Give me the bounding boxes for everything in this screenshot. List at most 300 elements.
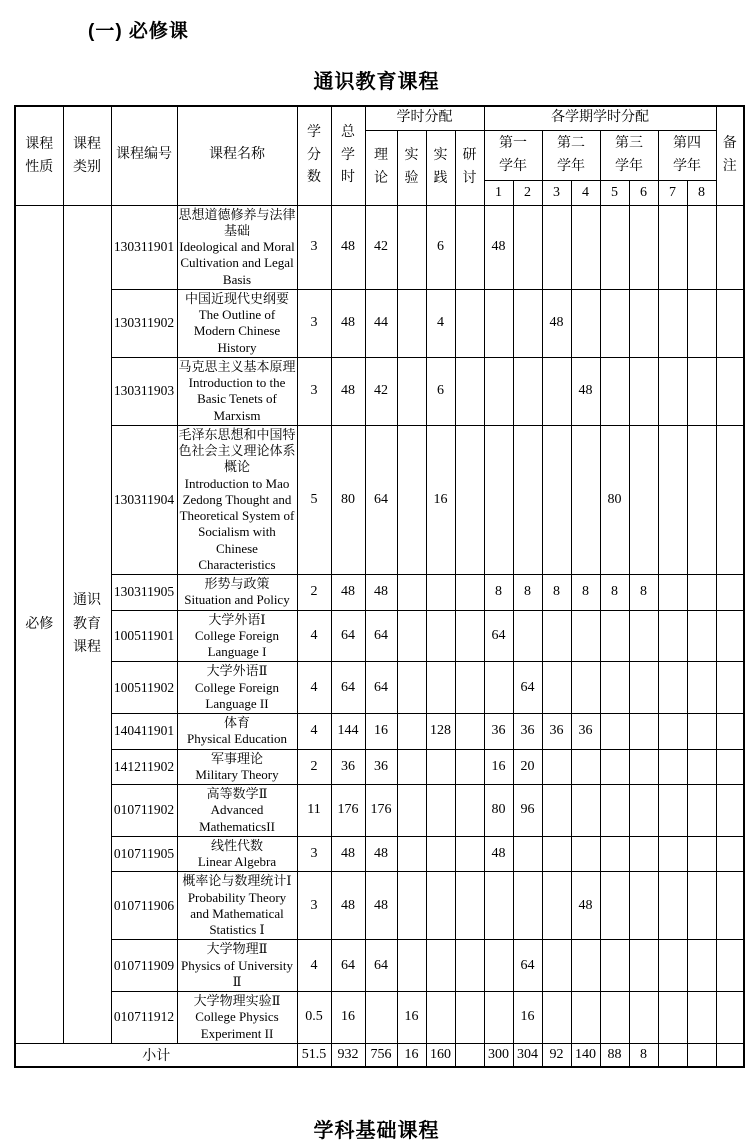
total-cell: 36 (331, 749, 365, 785)
course-name-en: Physics of University Ⅱ (181, 957, 293, 989)
semester-4-hours-cell (571, 289, 600, 357)
experiment-cell (397, 836, 426, 872)
course-name-cell (177, 575, 297, 611)
course-code-cell: 010711909 (111, 940, 177, 992)
remark-cell (716, 357, 744, 425)
header-seminar (455, 130, 484, 205)
subtotal-semester-8-cell (687, 1043, 716, 1067)
theory-cell: 64 (365, 940, 397, 992)
theory-cell: 16 (365, 714, 397, 750)
remark-cell (716, 836, 744, 872)
course-name-cell (177, 836, 297, 872)
course-name-cn: 马克思主义基本原理 (178, 358, 296, 374)
course-code-cell: 141211902 (111, 749, 177, 785)
semester-4-hours-cell (571, 205, 600, 289)
semester-6-hours-cell (629, 610, 658, 662)
remark-cell (716, 749, 744, 785)
header-course-nature (15, 106, 63, 205)
semester-2-hours-cell (513, 357, 542, 425)
semester-2-hours-cell: 36 (513, 714, 542, 750)
course-row (15, 205, 744, 289)
header-year-2-label: 第二学年 (557, 135, 585, 174)
semester-3-hours-cell (542, 749, 571, 785)
semester-2-hours-cell (513, 289, 542, 357)
course-row (15, 289, 744, 357)
credits-cell: 3 (297, 357, 331, 425)
semester-2-hours-cell: 96 (513, 785, 542, 837)
semester-8-hours-cell (687, 425, 716, 574)
credits-cell: 2 (297, 575, 331, 611)
semester-8-hours-cell (687, 289, 716, 357)
practice-cell (426, 940, 455, 992)
header-hours-allocation: 学时分配 (365, 106, 484, 130)
course-name-cell (177, 940, 297, 992)
total-cell: 144 (331, 714, 365, 750)
course-name-cn: 大学物理实验Ⅱ (193, 993, 281, 1008)
subtotal-semester-3-cell: 92 (542, 1043, 571, 1067)
semester-6-hours-cell (629, 662, 658, 714)
semester-5-hours-cell (600, 662, 629, 714)
course-category-label: 通识教育课程 (73, 593, 101, 655)
course-code-cell: 130311903 (111, 357, 177, 425)
semester-2-hours-cell (513, 425, 542, 574)
subtotal-semester-7-cell (658, 1043, 687, 1067)
course-row (15, 610, 744, 662)
subtotal-label-cell: 小计 (15, 1043, 297, 1067)
course-name-en: Situation and Policy (184, 592, 290, 608)
course-code-cell: 130311904 (111, 425, 177, 574)
header-semester-1: 1 (484, 180, 513, 205)
semester-7-hours-cell (658, 872, 687, 940)
seminar-cell (455, 940, 484, 992)
credits-cell: 0.5 (297, 992, 331, 1044)
theory-cell: 64 (365, 662, 397, 714)
course-name-cell (177, 714, 297, 750)
course-name-cn: 高等数学Ⅱ (206, 786, 268, 801)
semester-4-hours-cell (571, 425, 600, 574)
course-name-cell (177, 992, 297, 1044)
header-remarks-label: 备注 (722, 136, 737, 174)
seminar-cell (455, 610, 484, 662)
experiment-cell (397, 872, 426, 940)
total-cell: 16 (331, 992, 365, 1044)
theory-cell: 36 (365, 749, 397, 785)
seminar-cell (455, 872, 484, 940)
semester-6-hours-cell (629, 940, 658, 992)
course-name-en: College Physics Experiment II (195, 1009, 279, 1041)
header-credits (297, 106, 331, 205)
header-experiment-label: 实验 (404, 148, 419, 186)
credits-cell: 4 (297, 662, 331, 714)
semester-7-hours-cell (658, 662, 687, 714)
semester-6-hours-cell: 8 (629, 575, 658, 611)
seminar-cell (455, 662, 484, 714)
semester-8-hours-cell (687, 872, 716, 940)
subtotal-credits-cell: 51.5 (297, 1043, 331, 1067)
seminar-cell (455, 357, 484, 425)
semester-3-hours-cell (542, 872, 571, 940)
semester-5-hours-cell (600, 992, 629, 1044)
course-name-cn: 思想道德修养与法律基础 (178, 206, 296, 238)
remark-cell (716, 785, 744, 837)
practice-cell (426, 610, 455, 662)
theory-cell: 48 (365, 872, 397, 940)
semester-6-hours-cell (629, 749, 658, 785)
course-code-cell: 140411901 (111, 714, 177, 750)
course-row (15, 872, 744, 940)
semester-8-hours-cell (687, 357, 716, 425)
header-theory-label: 理论 (374, 148, 388, 186)
course-row (15, 749, 744, 785)
subtotal-semester-5-cell: 88 (600, 1043, 629, 1067)
remark-cell (716, 662, 744, 714)
seminar-cell (455, 836, 484, 872)
header-semester-8: 8 (687, 180, 716, 205)
semester-8-hours-cell (687, 205, 716, 289)
total-cell: 48 (331, 836, 365, 872)
semester-3-hours-cell (542, 836, 571, 872)
remark-cell (716, 610, 744, 662)
course-row (15, 714, 744, 750)
header-credits-label: 学分数 (307, 125, 321, 185)
theory-cell: 176 (365, 785, 397, 837)
total-cell: 64 (331, 940, 365, 992)
semester-4-hours-cell (571, 836, 600, 872)
header-total-hours (331, 106, 365, 205)
remark-cell (716, 205, 744, 289)
semester-5-hours-cell (600, 610, 629, 662)
course-name-en: Linear Algebra (197, 854, 277, 869)
experiment-cell (397, 425, 426, 574)
course-name-cn: 军事理论 (210, 750, 263, 766)
course-code-cell: 100511902 (111, 662, 177, 714)
semester-8-hours-cell (687, 785, 716, 837)
total-cell: 48 (331, 205, 365, 289)
practice-cell: 6 (426, 357, 455, 425)
experiment-cell (397, 940, 426, 992)
semester-2-hours-cell (513, 872, 542, 940)
practice-cell (426, 749, 455, 785)
theory-cell: 48 (365, 575, 397, 611)
theory-cell: 64 (365, 610, 397, 662)
semester-8-hours-cell (687, 749, 716, 785)
course-name-en: College Foreign Language II (194, 679, 280, 711)
subtotal-row (15, 1043, 744, 1067)
practice-cell: 16 (426, 425, 455, 574)
semester-4-hours-cell (571, 785, 600, 837)
semester-6-hours-cell (629, 357, 658, 425)
practice-cell: 6 (426, 205, 455, 289)
course-row (15, 940, 744, 992)
semester-7-hours-cell (658, 575, 687, 611)
header-year-3-label: 第三学年 (615, 135, 643, 174)
practice-cell (426, 992, 455, 1044)
remark-cell (716, 992, 744, 1044)
course-name-cn: 体育 (223, 715, 250, 730)
experiment-cell (397, 749, 426, 785)
course-name-en: Introduction to Mao Zedong Thought and Theoretical System of Socialism with Chinese Characteristics (179, 475, 295, 572)
semester-5-hours-cell (600, 940, 629, 992)
semester-1-hours-cell: 48 (484, 836, 513, 872)
course-name-cell (177, 610, 297, 662)
theory-cell (365, 992, 397, 1044)
semester-2-hours-cell: 20 (513, 749, 542, 785)
header-course-code: 课程编号 (111, 106, 177, 205)
semester-8-hours-cell (687, 662, 716, 714)
practice-cell (426, 836, 455, 872)
semester-3-hours-cell: 48 (542, 289, 571, 357)
subtotal-practice-cell: 160 (426, 1043, 455, 1067)
semester-5-hours-cell (600, 205, 629, 289)
total-cell: 80 (331, 425, 365, 574)
semester-6-hours-cell (629, 425, 658, 574)
semester-7-hours-cell (658, 992, 687, 1044)
course-code-cell: 130311901 (111, 205, 177, 289)
course-name-cn: 大学外语Ⅰ (208, 611, 266, 627)
semester-8-hours-cell (687, 575, 716, 611)
semester-3-hours-cell: 36 (542, 714, 571, 750)
semester-1-hours-cell: 16 (484, 749, 513, 785)
theory-cell: 44 (365, 289, 397, 357)
seminar-cell (455, 575, 484, 611)
header-experiment (397, 130, 426, 205)
semester-1-hours-cell (484, 289, 513, 357)
semester-7-hours-cell (658, 357, 687, 425)
semester-1-hours-cell (484, 357, 513, 425)
course-name-cn: 概率论与数理统计Ⅰ (182, 873, 292, 889)
semester-5-hours-cell (600, 749, 629, 785)
semester-5-hours-cell: 8 (600, 575, 629, 611)
course-name-cell (177, 872, 297, 940)
next-section-title: 学科基础课程 (313, 1120, 440, 1143)
course-row (15, 575, 744, 611)
section-heading: (一) 必修课 (88, 21, 189, 42)
course-name-en: The Outline of Modern Chinese History (193, 307, 281, 355)
semester-5-hours-cell (600, 785, 629, 837)
semester-2-hours-cell: 64 (513, 662, 542, 714)
experiment-cell (397, 785, 426, 837)
experiment-cell (397, 205, 426, 289)
header-year-4-label: 第四学年 (673, 135, 701, 174)
header-practice-label: 实践 (433, 148, 448, 186)
credits-cell: 2 (297, 749, 331, 785)
header-semester-7: 7 (658, 180, 687, 205)
course-row (15, 425, 744, 574)
total-cell: 48 (331, 289, 365, 357)
total-cell: 176 (331, 785, 365, 837)
subtotal-remark-cell (716, 1043, 744, 1067)
semester-2-hours-cell (513, 836, 542, 872)
credits-cell: 3 (297, 872, 331, 940)
course-code-cell: 010711906 (111, 872, 177, 940)
course-name-cn: 毛泽东思想和中国特色社会主义理论体系概论 (178, 426, 296, 475)
course-code-cell: 010711905 (111, 836, 177, 872)
semester-3-hours-cell (542, 785, 571, 837)
semester-1-hours-cell: 80 (484, 785, 513, 837)
course-name-cell (177, 749, 297, 785)
total-cell: 48 (331, 872, 365, 940)
semester-1-hours-cell (484, 662, 513, 714)
credits-cell: 3 (297, 289, 331, 357)
header-remarks (716, 106, 744, 205)
semester-7-hours-cell (658, 749, 687, 785)
semester-7-hours-cell (658, 714, 687, 750)
semester-5-hours-cell: 80 (600, 425, 629, 574)
experiment-cell (397, 357, 426, 425)
table-title: 通识教育课程 (313, 71, 440, 93)
semester-2-hours-cell (513, 610, 542, 662)
experiment-cell: 16 (397, 992, 426, 1044)
semester-1-hours-cell (484, 425, 513, 574)
course-row (15, 357, 744, 425)
header-semester-allocation: 各学期学时分配 (484, 106, 716, 130)
semester-4-hours-cell: 36 (571, 714, 600, 750)
semester-4-hours-cell (571, 662, 600, 714)
course-name-cell (177, 785, 297, 837)
semester-3-hours-cell (542, 992, 571, 1044)
header-course-name: 课程名称 (177, 106, 297, 205)
semester-5-hours-cell (600, 836, 629, 872)
subtotal-semester-4-cell: 140 (571, 1043, 600, 1067)
header-course-category (63, 106, 111, 205)
semester-5-hours-cell (600, 714, 629, 750)
curriculum-table (14, 105, 745, 1068)
seminar-cell (455, 289, 484, 357)
semester-3-hours-cell (542, 425, 571, 574)
header-year-1 (484, 130, 542, 180)
theory-cell: 48 (365, 836, 397, 872)
semester-2-hours-cell: 64 (513, 940, 542, 992)
practice-cell (426, 662, 455, 714)
credits-cell: 4 (297, 610, 331, 662)
total-cell: 64 (331, 610, 365, 662)
subtotal-experiment-cell: 16 (397, 1043, 426, 1067)
practice-cell (426, 872, 455, 940)
course-code-cell: 100511901 (111, 610, 177, 662)
header-year-3 (600, 130, 658, 180)
semester-7-hours-cell (658, 425, 687, 574)
header-course-nature-label: 课程性质 (25, 136, 54, 175)
semester-5-hours-cell (600, 289, 629, 357)
header-seminar-label: 研讨 (462, 148, 477, 186)
header-year-2 (542, 130, 600, 180)
semester-7-hours-cell (658, 610, 687, 662)
course-name-en: Introduction to the Basic Tenets of Marxism (188, 375, 286, 423)
course-name-en: Physical Education (186, 731, 287, 747)
semester-3-hours-cell (542, 662, 571, 714)
seminar-cell (455, 714, 484, 750)
course-row (15, 662, 744, 714)
course-name-cell (177, 662, 297, 714)
course-code-cell: 130311905 (111, 575, 177, 611)
header-practice (426, 130, 455, 205)
subtotal-total-cell: 932 (331, 1043, 365, 1067)
course-code-cell: 130311902 (111, 289, 177, 357)
course-row (15, 992, 744, 1044)
credits-cell: 5 (297, 425, 331, 574)
semester-1-hours-cell: 36 (484, 714, 513, 750)
course-name-en: Advanced MathematicsII (199, 802, 275, 834)
semester-5-hours-cell (600, 357, 629, 425)
subtotal-semester-2-cell: 304 (513, 1043, 542, 1067)
theory-cell: 42 (365, 357, 397, 425)
semester-8-hours-cell (687, 610, 716, 662)
semester-6-hours-cell (629, 785, 658, 837)
credits-cell: 4 (297, 714, 331, 750)
course-name-cn: 中国近现代史纲要 (184, 290, 289, 306)
credits-cell: 4 (297, 940, 331, 992)
experiment-cell (397, 662, 426, 714)
theory-cell: 42 (365, 205, 397, 289)
credits-cell: 3 (297, 205, 331, 289)
course-name-en: Military Theory (195, 766, 279, 782)
remark-cell (716, 289, 744, 357)
course-name-en: Ideological and Moral Cultivation and Legal Basis (179, 239, 295, 287)
experiment-cell (397, 289, 426, 357)
semester-7-hours-cell (658, 940, 687, 992)
header-semester-6: 6 (629, 180, 658, 205)
header-semester-5: 5 (600, 180, 629, 205)
course-name-cn: 线性代数 (210, 837, 263, 853)
seminar-cell (455, 205, 484, 289)
semester-7-hours-cell (658, 205, 687, 289)
semester-5-hours-cell (600, 872, 629, 940)
course-name-cell (177, 357, 297, 425)
seminar-cell (455, 992, 484, 1044)
header-theory (365, 130, 397, 205)
header-semester-2: 2 (513, 180, 542, 205)
header-course-category-label: 课程类别 (73, 136, 101, 175)
course-name-cn: 大学外语Ⅱ (206, 663, 268, 679)
semester-7-hours-cell (658, 785, 687, 837)
semester-4-hours-cell: 48 (571, 872, 600, 940)
course-nature-label: 必修 (25, 616, 54, 632)
subtotal-seminar-cell (455, 1043, 484, 1067)
remark-cell (716, 575, 744, 611)
course-row (15, 785, 744, 837)
semester-8-hours-cell (687, 714, 716, 750)
credits-cell: 11 (297, 785, 331, 837)
course-name-cell (177, 205, 297, 289)
seminar-cell (455, 749, 484, 785)
semester-4-hours-cell: 48 (571, 357, 600, 425)
semester-3-hours-cell (542, 940, 571, 992)
course-code-cell: 010711902 (111, 785, 177, 837)
header-semester-3: 3 (542, 180, 571, 205)
semester-3-hours-cell (542, 205, 571, 289)
course-name-cell (177, 425, 297, 574)
semester-4-hours-cell (571, 992, 600, 1044)
semester-8-hours-cell (687, 940, 716, 992)
semester-4-hours-cell (571, 610, 600, 662)
remark-cell (716, 872, 744, 940)
course-name-cell (177, 289, 297, 357)
remark-cell (716, 425, 744, 574)
semester-6-hours-cell (629, 872, 658, 940)
semester-8-hours-cell (687, 836, 716, 872)
semester-8-hours-cell (687, 992, 716, 1044)
remark-cell (716, 714, 744, 750)
semester-1-hours-cell: 48 (484, 205, 513, 289)
semester-6-hours-cell (629, 992, 658, 1044)
semester-1-hours-cell: 8 (484, 575, 513, 611)
semester-1-hours-cell (484, 940, 513, 992)
course-code-cell: 010711912 (111, 992, 177, 1044)
practice-cell: 4 (426, 289, 455, 357)
semester-6-hours-cell (629, 714, 658, 750)
practice-cell (426, 785, 455, 837)
semester-4-hours-cell (571, 940, 600, 992)
